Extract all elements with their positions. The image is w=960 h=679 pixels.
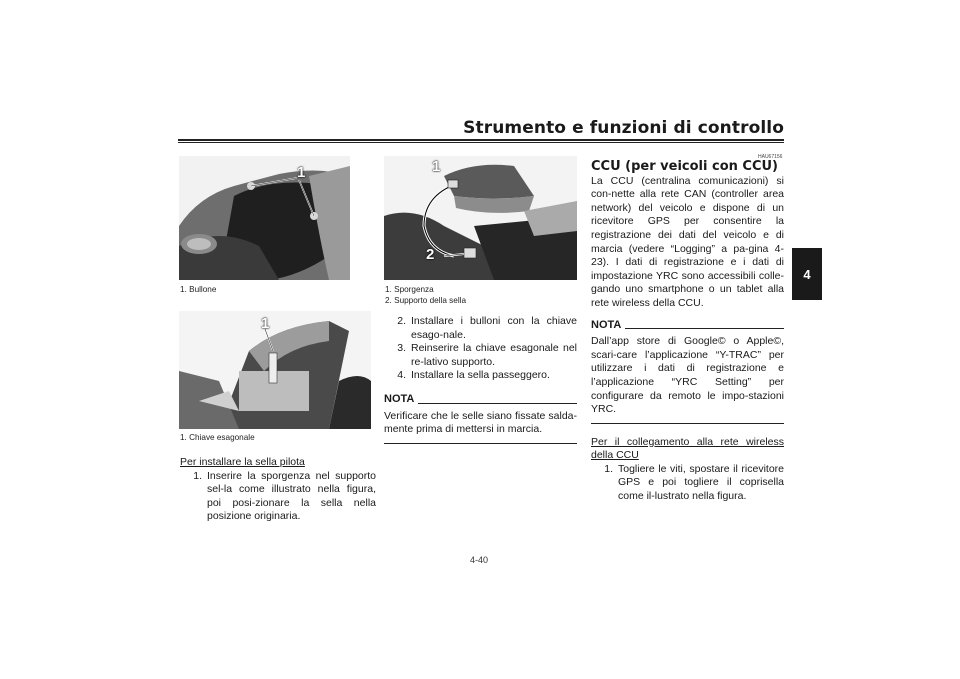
step-number: 1. [193, 469, 202, 482]
list-item [384, 315, 577, 342]
figure-seat-caption-1: 1. Sporgenza [385, 285, 434, 294]
header-rule [178, 139, 784, 141]
section-title-install-seat: Per installare la sella pilota [180, 456, 305, 468]
figure-seat-caption-2: 2. Supporto della sella [385, 296, 467, 305]
figure-seat-callout-1: 1 [432, 158, 441, 175]
section-heading-ccu: CCU (per veicoli con CCU) [591, 159, 778, 174]
figure-hex-key-caption: 1. Chiave esagonale [180, 433, 255, 442]
nota-rule [418, 403, 577, 404]
ccu-paragraph: La CCU (centralina comunicazioni) si con-nette alla rete CAN (controller area network) del veicolo e dispone di un ricevitore GPS per consentire la registrazione dei dati del veicolo e di marcia (vedere “Logging” a pa-gina 4-23). I dati di registrazione e i dati di impostazione YRC sono accessibili colle-gando uno smartphone o un tablet alla rete wireless della CCU. [591, 174, 784, 309]
page-number: 4-40 [470, 555, 489, 565]
step-number: 4. [397, 369, 406, 382]
step-text: Reinserire la chiave esagonale nel re-lativo supporto. [411, 342, 577, 368]
figure-bolt-callout: 1 [297, 164, 306, 181]
step-number: 3. [397, 342, 406, 355]
nota-end-rule [384, 443, 577, 444]
nota-title: NOTA [591, 318, 622, 331]
subheading-wireless: Per il collegamento alla rete wireless della CCU [591, 435, 784, 462]
figure-seat-callout-2: 2 [426, 246, 435, 263]
list-item [180, 470, 376, 524]
step-text: Installare la sella passeggero. [411, 369, 550, 382]
column-3-text [591, 160, 784, 504]
figure-hex-key-callout: 1 [261, 315, 270, 332]
nota-title: NOTA [384, 392, 415, 405]
column-1-text [180, 456, 376, 524]
step-text: Togliere le viti, spostare il ricevitore GPS e poi togliere il coprisella come il-lustrato nella figura. [618, 462, 784, 503]
nota-heading [384, 393, 577, 407]
step-text: Inserire la sporgenza nel supporto sel-la come illustrato nella figura, poi posi-zionare la sella nella posizione originaria. [207, 469, 376, 523]
nota-heading [591, 319, 784, 333]
nota-rule [625, 328, 784, 329]
list-item [384, 369, 577, 383]
column-2-text [384, 315, 577, 444]
list-item [591, 463, 784, 504]
step-text: Installare i bulloni con la chiave esago-nale. [411, 315, 577, 341]
chapter-tab: 4 [792, 248, 822, 300]
figure-bolt-caption: 1. Bullone [180, 285, 217, 294]
page-header-title: Strumento e funzioni di controllo [463, 118, 784, 138]
nota-text: Dall’app store di Google© o Apple©, scari-care l’applicazione “Y-TRAC” per utilizzare i dati di registrazione e l’applicazione “YRC Setting” per configurare da remoto le impo-stazioni YRC. [591, 335, 784, 416]
figure-bolt [179, 156, 350, 280]
step-number: 1. [604, 462, 613, 475]
list-item [384, 342, 577, 369]
step-number: 2. [397, 315, 406, 327]
nota-text: Verificare che le selle siano fissate salda-mente prima di mettersi in marcia. [384, 409, 577, 436]
section-code: HAU67156 [758, 154, 783, 160]
header-rule-thin [178, 142, 784, 143]
figure-hex-key [179, 311, 371, 429]
figure-seat-support [384, 156, 577, 280]
